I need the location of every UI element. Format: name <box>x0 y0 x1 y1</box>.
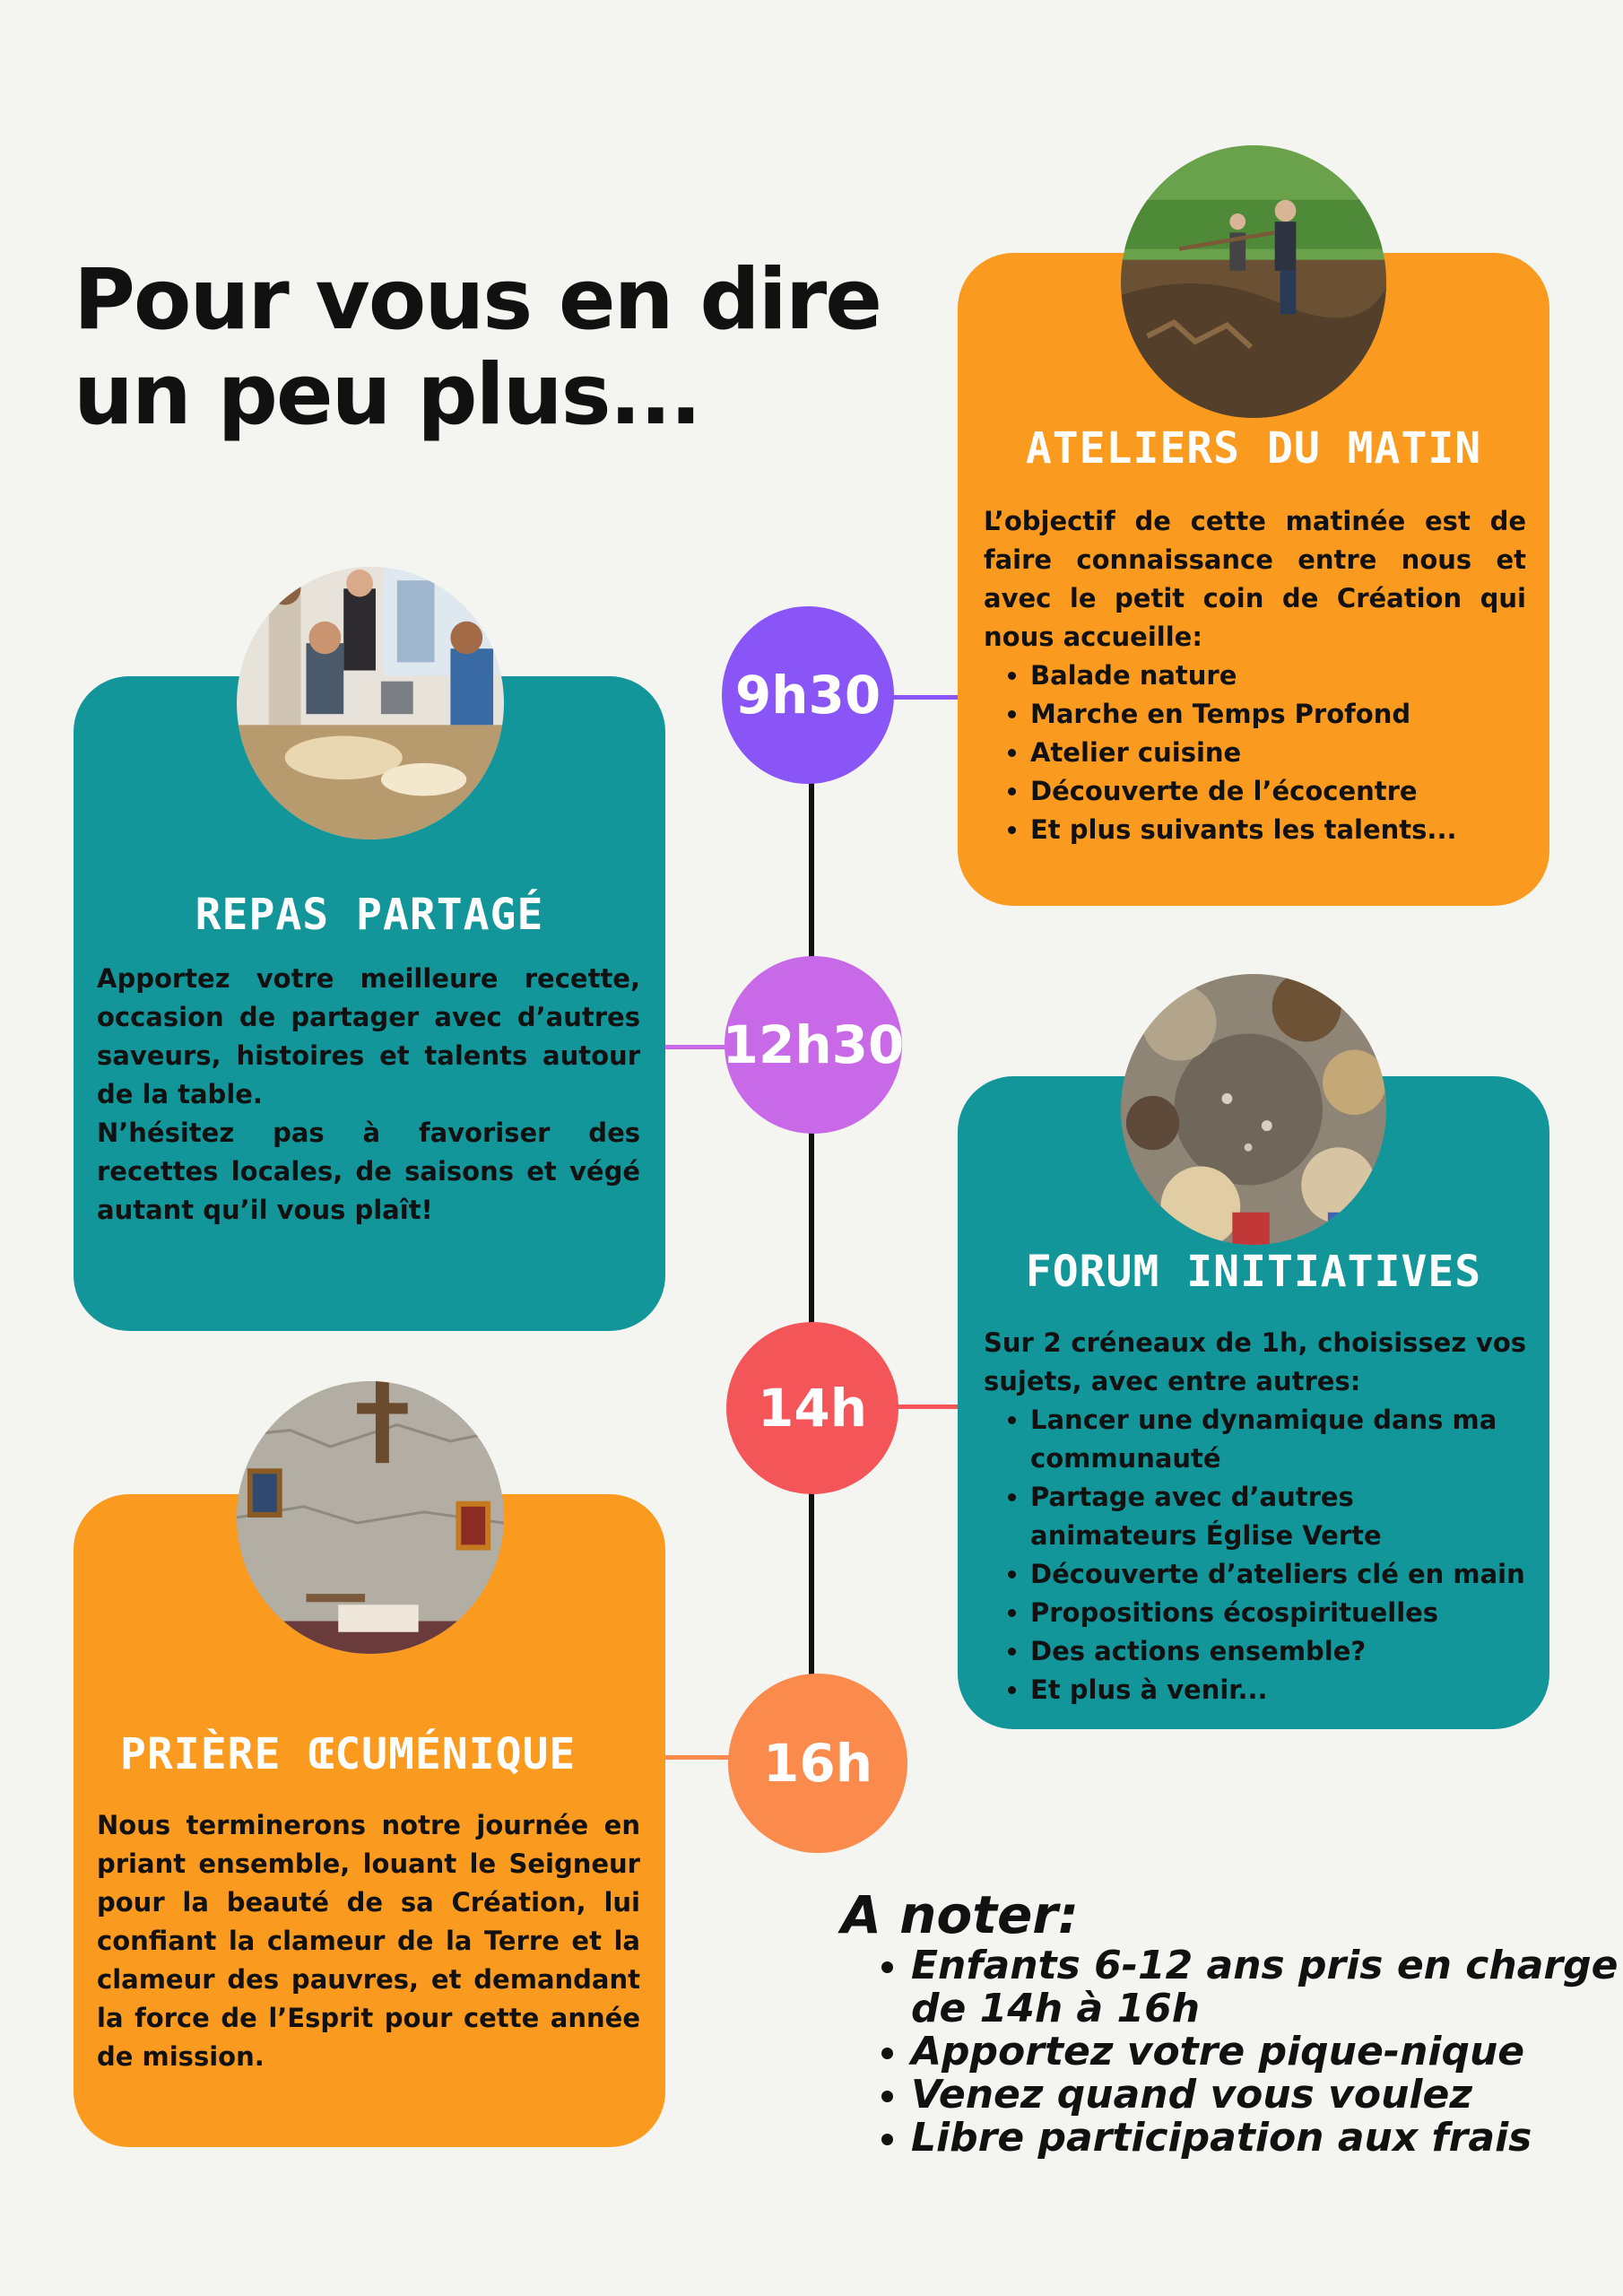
photo-workers-in-field <box>1121 145 1386 418</box>
card-title: FORUM INITIATIVES <box>1025 1247 1482 1297</box>
list-item: • Balade nature <box>1030 657 1526 695</box>
time-circle-16h <box>728 1674 907 1853</box>
note-section <box>841 1885 1623 2160</box>
connector-priere <box>665 1755 730 1760</box>
card-title: REPAS PARTAGÉ <box>195 890 544 940</box>
list-item: • Et plus suivants les talents... <box>1030 811 1526 849</box>
list-item: • Découverte de l’écocentre <box>1030 772 1526 811</box>
list-item: • Partage avec d’autres animateurs Église Verte <box>1030 1478 1526 1555</box>
card-paragraph-2: N’hésitez pas à favoriser des recettes locales, de saisons et végé autant qu’il vous plaît! <box>97 1118 640 1225</box>
note-title: A noter: <box>841 1884 1080 1945</box>
list-item: • Libre participation aux frais <box>911 2117 1623 2160</box>
list-item: • Découverte d’ateliers clé en main <box>1030 1555 1526 1594</box>
time-circle-14h <box>726 1322 898 1494</box>
card-title: ATELIERS DU MATIN <box>1025 423 1482 474</box>
list-item: • Atelier cuisine <box>1030 734 1526 772</box>
timeline-line <box>809 771 814 1767</box>
card-body <box>97 960 640 1230</box>
list-item: • Marche en Temps Profond <box>1030 695 1526 734</box>
card-paragraph-1: Apportez votre meilleure recette, occasion de partager avec d’autres saveurs, histoires et talents autour de la table. <box>97 963 640 1109</box>
card-list <box>984 1401 1526 1709</box>
card-body <box>984 1324 1526 1709</box>
time-label: 16h <box>762 1733 872 1794</box>
time-label: 12h30 <box>722 1014 905 1075</box>
list-item: • Et plus à venir... <box>1030 1671 1526 1709</box>
card-intro: Sur 2 créneaux de 1h, choisissez vos sujets, avec entre autres: <box>984 1327 1526 1396</box>
photo-children-looking-down <box>1121 974 1386 1245</box>
connector-repas <box>665 1045 728 1049</box>
time-label: 14h <box>757 1378 867 1439</box>
card-paragraph: Nous terminerons notre journée en priant ensemble, louant le Seigneur pour la beauté de sa Création, lui confiant la clameur de la Terre et la clameur des pauvres, et demandant la force de l’Esprit pour cette année de mission. <box>97 1810 640 2072</box>
card-list <box>984 657 1526 849</box>
photo-shared-meal <box>237 567 504 839</box>
time-label: 9h30 <box>734 665 881 726</box>
connector-ateliers <box>888 695 961 700</box>
list-item: • Lancer une dynamique dans ma communauté <box>1030 1401 1526 1478</box>
card-body <box>97 1806 640 2076</box>
note-list <box>841 1944 1623 2160</box>
list-item: • Propositions écospirituelles <box>1030 1594 1526 1632</box>
page-title-line1: Pour vous en dire <box>74 251 881 349</box>
card-title: PRIÈRE ŒCUMÉNIQUE <box>120 1729 577 1779</box>
time-circle-9h30 <box>722 606 894 784</box>
list-item: • Apportez votre pique-nique <box>911 2031 1623 2074</box>
list-item: • Enfants 6-12 ans pris en charge de 14h à 16h <box>911 1944 1623 2031</box>
photo-chapel-wall <box>237 1381 504 1654</box>
list-item: • Venez quand vous voulez <box>911 2074 1623 2117</box>
page-title-line2: un peu plus... <box>74 346 700 444</box>
time-circle-12h30 <box>722 956 905 1134</box>
card-body <box>984 502 1526 849</box>
card-intro: L’objectif de cette matinée est de faire connaissance entre nous et avec le petit coin de Création qui nous accueille: <box>984 506 1526 652</box>
page-title <box>74 253 881 443</box>
list-item: • Des actions ensemble? <box>1030 1632 1526 1671</box>
connector-forum <box>892 1405 960 1409</box>
